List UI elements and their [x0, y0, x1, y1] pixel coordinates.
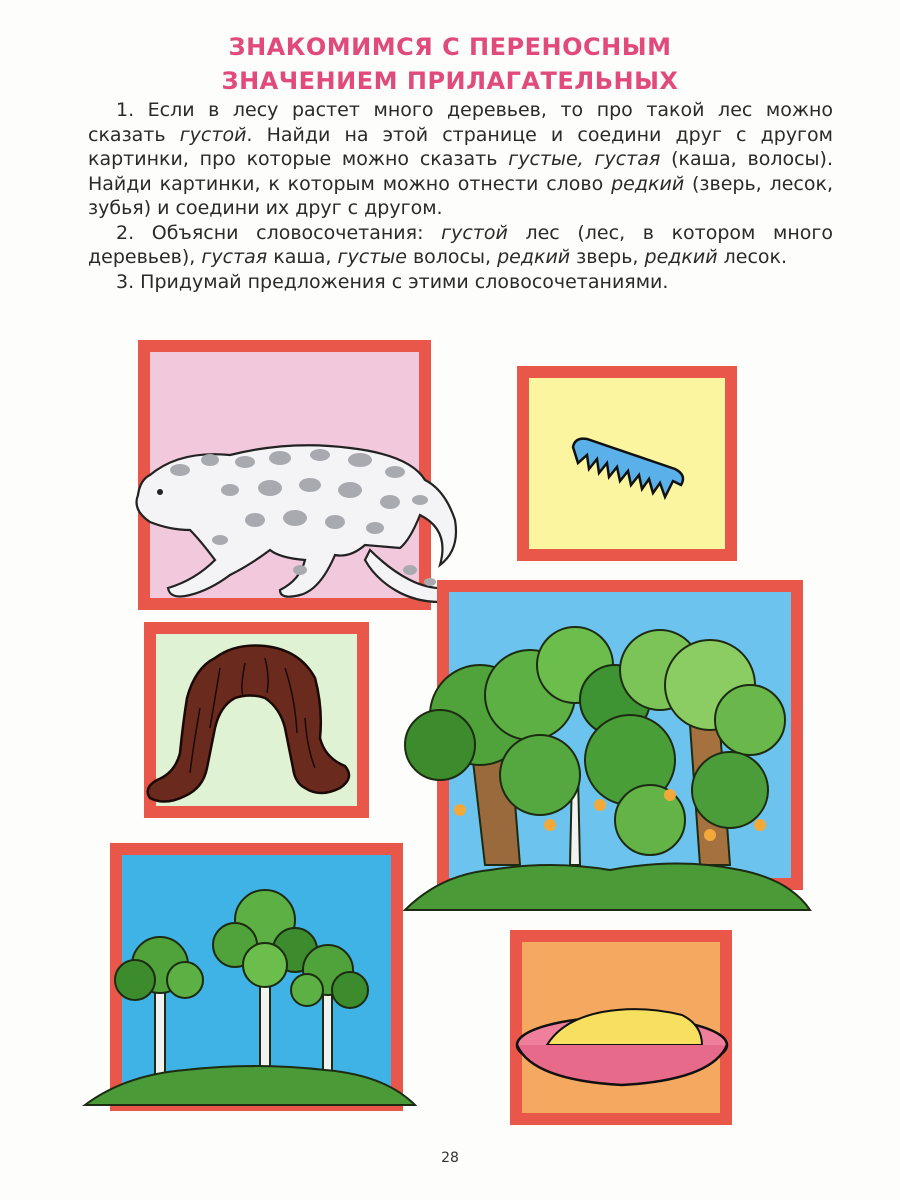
page-number: 28: [441, 1150, 459, 1166]
task-2-text-b: лес (лес, в котором много деревьев),: [88, 221, 833, 268]
title-line-1: ЗНАКОМИМСЯ С ПЕРЕНОСНЫМ: [228, 33, 672, 61]
page-title: [0, 30, 900, 98]
porridge-illustration: [512, 1000, 732, 1095]
title-line-2: ЗНАЧЕНИЕМ ПРИЛАГАТЕЛЬНЫХ: [221, 67, 679, 95]
hair-illustration: [145, 638, 360, 813]
task-2-text-e: зверь,: [570, 246, 645, 268]
task-2-italic-1: густой: [441, 221, 508, 244]
task-1-italic-3: редкий: [611, 172, 685, 195]
exercise-text: [88, 98, 833, 294]
task-2-text-c: каша,: [267, 246, 338, 268]
task-2-text-a: 2. Объясни словосочетания:: [116, 221, 442, 244]
task-2-italic-4: редкий: [497, 246, 571, 268]
task-3: 3. Придумай предложения с этими словосочетаниями.: [116, 270, 669, 293]
sparse-forest-illustration: [85, 880, 425, 1110]
task-2-italic-5: редкий: [644, 246, 718, 268]
task-1: [88, 98, 833, 221]
task-2: [88, 221, 833, 270]
task-2-italic-3: густые: [337, 246, 407, 268]
task-1-text-c: (каша, волосы). Найди картинки, к которым можно отнести слово: [88, 148, 834, 195]
task-1-text-a: 1. Если в лесу растет много деревьев, то про такой лес можно сказать: [88, 99, 833, 146]
comb-illustration: [565, 425, 690, 505]
task-1-text-b: . Найди на этой странице и соедини друг с другом картинки, про которые можно сказать: [88, 123, 834, 170]
task-2-text-d: волосы,: [406, 246, 498, 268]
task-2-italic-2: густая: [201, 246, 268, 268]
task-1-text-d: (зверь, лесок, зубья) и соедини их друг с другом.: [88, 172, 833, 219]
dense-forest-illustration: [400, 625, 815, 920]
snow-leopard-illustration: [120, 430, 470, 610]
task-2-text-f: лесок.: [717, 246, 788, 268]
task-1-italic-2: густые, густая: [508, 148, 661, 170]
task-1-italic-1: густой: [179, 123, 247, 146]
